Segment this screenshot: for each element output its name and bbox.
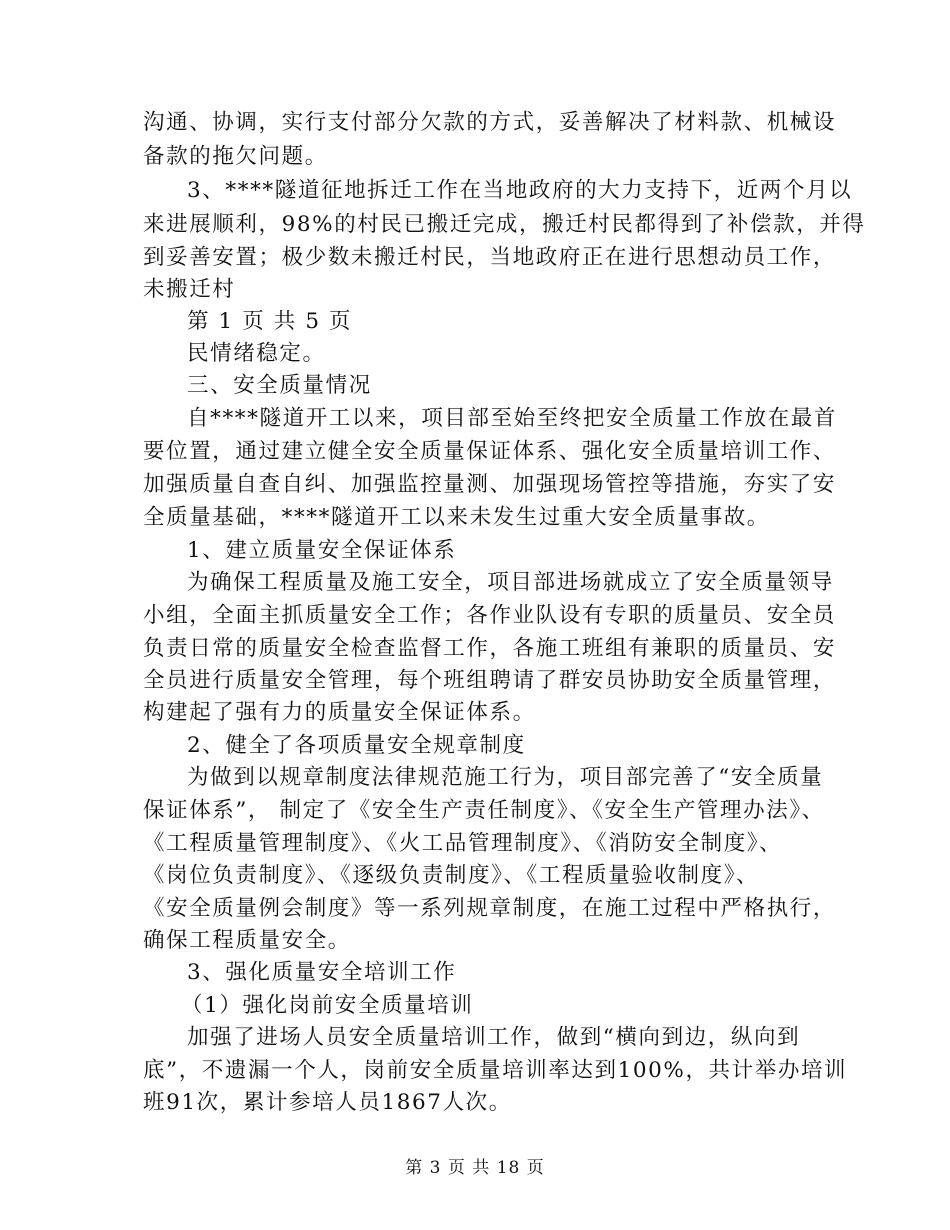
paragraph-line: 民情绪稳定。 — [187, 341, 326, 366]
paragraph-line: 自****隧道开工以来，项目部至始至终把安全质量工作放在最首 — [187, 406, 838, 431]
subsection-heading: 3、强化质量安全培训工作 — [187, 960, 457, 985]
paragraph-line: 构建起了强有力的质量安全保证体系。 — [143, 700, 536, 725]
inner-page-number: 第 1 页 共 5 页 — [187, 309, 353, 334]
paragraph-line: 确保工程质量安全。 — [143, 928, 351, 953]
paragraph-line: 沟通、协调，实行支付部分欠款的方式，妥善解决了材料款、机械设 — [143, 110, 837, 135]
paragraph-line: 加强质量自查自纠、加强监控量测、加强现场管控等措施，夯实了安 — [143, 472, 837, 497]
paragraph-line: 为确保工程质量及施工安全，项目部进场就成立了安全质量领导 — [187, 570, 834, 595]
paragraph-line: 《工程质量管理制度》、《火工品管理制度》、《消防安全制度》、 — [143, 831, 783, 856]
subsection-heading: 2、健全了各项质量安全规章制度 — [187, 733, 526, 758]
paragraph-line: 全员进行质量安全管理，每个班组聘请了群安员协助安全质量管理， — [143, 668, 837, 693]
paragraph-line: 小组，全面主抓质量安全工作；各作业队设有专职的质量员、安全员 — [143, 603, 837, 628]
paragraph-line: 加强了进场人员安全质量培训工作，做到“横向到边，纵向到 — [187, 1025, 801, 1050]
subsection-heading: 1、建立质量安全保证体系 — [187, 538, 457, 563]
paragraph-line: 《安全质量例会制度》等一系列规章制度，在施工过程中严格执行， — [143, 896, 837, 921]
paragraph-line: 备款的拖欠问题。 — [143, 144, 328, 169]
paragraph-line: 要位置，通过建立健全安全质量保证体系、强化安全质量培训工作、 — [143, 439, 837, 464]
paragraph-line: 未搬迁村 — [143, 277, 236, 302]
paragraph-line: 全质量基础，****隧道开工以来未发生过重大安全质量事故。 — [143, 505, 770, 530]
paragraph-line: 底”，不遗漏一个人，岗前安全质量培训率达到100%，共计举办培训 — [143, 1058, 848, 1083]
paragraph-line: 为做到以规章制度法律规范施工行为，项目部完善了“安全质量 — [187, 765, 824, 790]
subsection-heading: （1）强化岗前安全质量培训 — [181, 993, 474, 1018]
paragraph-line: 班91次，累计参培人员1867人次。 — [143, 1090, 512, 1115]
page-footer: 第 3 页 共 18 页 — [405, 1158, 545, 1178]
section-heading: 三、安全质量情况 — [187, 373, 372, 398]
paragraph-line: 《岗位负责制度》、《逐级负责制度》、《工程质量验收制度》、 — [143, 863, 760, 888]
paragraph-line: 负责日常的质量安全检查监督工作，各施工班组有兼职的质量员、安 — [143, 636, 837, 661]
paragraph-line: 3、****隧道征地拆迁工作在当地政府的大力支持下，近两个月以 — [187, 178, 853, 203]
paragraph-line: 来进展顺利，98%的村民已搬迁完成，搬迁村民都得到了补偿款，并得 — [143, 212, 866, 237]
paragraph-line: 保证体系”， 制定了《安全生产责任制度》、《安全生产管理办法》、 — [143, 798, 825, 823]
paragraph-line: 到妥善安置；极少数未搬迁村民，当地政府正在进行思想动员工作， — [143, 245, 837, 270]
